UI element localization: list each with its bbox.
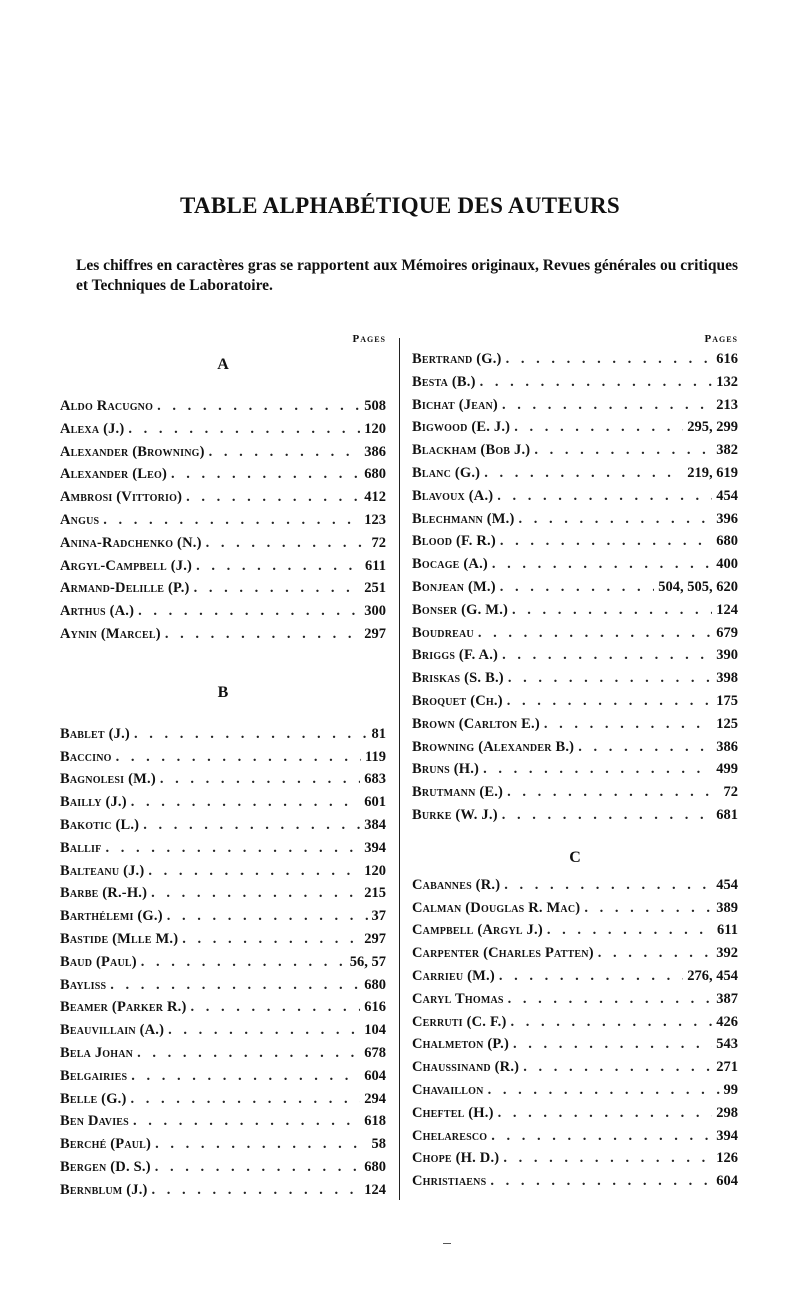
author-name: Chalmeton (P.): [412, 1036, 509, 1053]
author-name: Ballif: [60, 839, 102, 856]
dot-leader: [168, 1019, 360, 1042]
page-numbers: 454: [716, 487, 738, 504]
author-name: Angus: [60, 511, 100, 528]
author-name: Burke (W. J.): [412, 806, 498, 823]
dot-leader: [131, 1088, 361, 1111]
page-numbers: 124: [716, 601, 738, 618]
index-entry: [412, 1033, 738, 1056]
author-name: Campbell (Argyl J.): [412, 922, 543, 939]
footer-mark: [443, 1243, 451, 1244]
author-name: Boudreau: [412, 624, 474, 641]
author-name: Ben Davies: [60, 1113, 129, 1130]
index-entry: [412, 485, 738, 508]
page-numbers: 398: [716, 670, 738, 687]
index-list-b: [60, 723, 386, 1202]
page-numbers: 679: [716, 624, 738, 641]
index-entry: [412, 804, 738, 827]
dot-leader: [206, 532, 368, 555]
index-column-right: [412, 331, 738, 1193]
dot-leader: [492, 553, 712, 576]
author-name: Bichat (Jean): [412, 396, 498, 413]
index-entry: [60, 486, 386, 509]
page-numbers: 543: [716, 1036, 738, 1053]
page-numbers: 276, 454: [687, 967, 738, 984]
page-numbers: 297: [364, 625, 386, 642]
author-name: Berché (Paul): [60, 1136, 152, 1153]
page-numbers: 680: [716, 533, 738, 550]
dot-leader: [110, 974, 360, 997]
author-name: Bonser (G. M.): [412, 601, 509, 618]
dot-leader: [490, 1170, 712, 1193]
index-entry: [60, 905, 386, 928]
dot-leader: [165, 623, 360, 646]
index-entry: [60, 768, 386, 791]
page-numbers: 616: [364, 999, 386, 1016]
author-name: Bela Johan: [60, 1044, 134, 1061]
author-name: Arthus (A.): [60, 603, 135, 620]
author-name: Carpenter (Charles Patten): [412, 945, 594, 962]
dot-leader: [500, 576, 654, 599]
index-entry: [60, 395, 386, 418]
page-numbers: 678: [364, 1044, 386, 1061]
dot-leader: [182, 928, 360, 951]
index-entry: [60, 791, 386, 814]
author-name: Bonjean (M.): [412, 578, 496, 595]
author-name: Beauvillain (A.): [60, 1022, 165, 1039]
author-name: Bertrand (G.): [412, 351, 502, 367]
dot-leader: [502, 394, 712, 417]
page-numbers: 72: [723, 784, 738, 801]
dot-leader: [498, 1102, 713, 1125]
index-entry: [412, 736, 738, 759]
author-name: Browning (Alexander B.): [412, 738, 575, 755]
page-numbers: 616: [716, 351, 738, 367]
page-numbers: 382: [716, 442, 738, 459]
author-name: Ambrosi (Vittorio): [60, 489, 183, 506]
dot-leader: [190, 996, 360, 1019]
index-entry: [60, 837, 386, 860]
index-entry: [412, 1147, 738, 1170]
index-entry: [412, 781, 738, 804]
page-numbers: 132: [716, 373, 738, 390]
index-column-left: [60, 331, 386, 1202]
dot-leader: [155, 1156, 361, 1179]
page-numbers: 215: [364, 885, 386, 902]
dot-leader: [514, 416, 683, 439]
index-entry: [60, 1179, 386, 1202]
dot-leader: [534, 439, 712, 462]
page-numbers: 300: [364, 603, 386, 620]
author-name: Bablet (J.): [60, 725, 130, 742]
index-entry: [412, 462, 738, 485]
page-numbers: 454: [716, 876, 738, 893]
author-name: Cerruti (C. F.): [412, 1013, 507, 1030]
dot-leader: [148, 860, 360, 883]
author-name: Barthélemi (G.): [60, 908, 163, 925]
page-numbers: 124: [364, 1181, 386, 1198]
index-entry: [60, 463, 386, 486]
page-numbers: 298: [716, 1104, 738, 1121]
page-numbers: 387: [716, 990, 738, 1007]
dot-leader: [194, 577, 361, 600]
index-entry: [412, 508, 738, 531]
dot-leader: [491, 1125, 712, 1148]
author-name: Beamer (Parker R.): [60, 999, 187, 1016]
index-entry: [60, 623, 386, 646]
dot-leader: [141, 951, 346, 974]
index-entry: [412, 576, 738, 599]
index-list-c: [412, 874, 738, 1193]
dot-leader: [133, 1110, 360, 1133]
page-numbers: 81: [371, 725, 386, 742]
page-numbers: 680: [364, 1158, 386, 1175]
index-entry: [412, 690, 738, 713]
dot-leader: [512, 599, 712, 622]
intro-note: Les chiffres en caractères gras se rapportent aux Mémoires originaux, Revues générales ou critiques et Techniques de Laboratoire.: [76, 257, 738, 294]
index-entry: [60, 600, 386, 623]
index-entry: [60, 860, 386, 883]
index-entry: [60, 928, 386, 951]
page-numbers: 386: [716, 738, 738, 755]
index-entry: [412, 713, 738, 736]
page-numbers: 386: [364, 443, 386, 460]
dot-leader: [511, 1011, 713, 1034]
author-name: Bernblum (J.): [60, 1181, 148, 1198]
author-name: Christiaens: [412, 1173, 487, 1190]
author-name: Caryl Thomas: [412, 990, 504, 1007]
index-entry: [412, 416, 738, 439]
dot-leader: [598, 942, 713, 965]
index-entry: [412, 439, 738, 462]
page-numbers: 400: [716, 556, 738, 573]
author-name: Blanc (G.): [412, 464, 481, 481]
index-entry: [60, 418, 386, 441]
page-numbers: 294: [364, 1090, 386, 1107]
index-entry: [60, 1133, 386, 1156]
author-name: Bigwood (E. J.): [412, 419, 511, 436]
dot-leader: [160, 768, 360, 791]
page-numbers: 125: [716, 715, 738, 732]
dot-leader: [167, 905, 368, 928]
page-numbers: 394: [364, 839, 386, 856]
page-numbers: 295, 299: [687, 419, 738, 436]
index-entry: [412, 599, 738, 622]
index-entry: [412, 942, 738, 965]
page-numbers: 426: [716, 1013, 738, 1030]
author-name: Baud (Paul): [60, 953, 137, 970]
dot-leader: [138, 600, 360, 623]
index-entry: [412, 988, 738, 1011]
page-numbers: 394: [716, 1127, 738, 1144]
author-name: Argyl-Campbell (J.): [60, 557, 193, 574]
author-name: Chavaillon: [412, 1081, 484, 1098]
page-numbers: 384: [364, 816, 386, 833]
section-letter-a: A: [217, 356, 229, 373]
author-name: Bailly (J.): [60, 794, 127, 811]
author-name: Besta (B.): [412, 373, 476, 390]
author-name: Chelaresco: [412, 1127, 488, 1144]
author-name: Bergen (D. S.): [60, 1158, 151, 1175]
page-numbers: 219, 619: [687, 464, 738, 481]
page-numbers: 123: [364, 511, 386, 528]
page-numbers: 120: [364, 420, 386, 437]
page-numbers: 499: [716, 761, 738, 778]
page-numbers: 126: [716, 1150, 738, 1167]
dot-leader: [131, 1065, 360, 1088]
dot-leader: [151, 882, 360, 905]
dot-leader: [484, 462, 683, 485]
index-entry: [60, 577, 386, 600]
pages-column-header: Pages: [352, 333, 386, 345]
index-entry: [60, 1042, 386, 1065]
dot-leader: [544, 713, 712, 736]
author-name: Belgairies: [60, 1067, 128, 1084]
author-name: Balteanu (J.): [60, 862, 145, 879]
author-name: Cabannes (R.): [412, 876, 501, 893]
index-entry: [60, 951, 386, 974]
author-name: Broquet (Ch.): [412, 692, 503, 709]
dot-leader: [103, 509, 360, 532]
page-numbers: 604: [716, 1173, 738, 1190]
index-entry: [412, 1056, 738, 1079]
author-name: Barbe (R.-H.): [60, 885, 148, 902]
index-entry: [60, 1065, 386, 1088]
author-name: Calman (Douglas R. Mac): [412, 899, 581, 916]
dot-leader: [478, 622, 712, 645]
page-numbers: 119: [365, 748, 386, 765]
page-numbers: 175: [716, 692, 738, 709]
dot-leader: [499, 965, 683, 988]
author-name: Chaussinand (R.): [412, 1059, 520, 1076]
index-entry: [412, 553, 738, 576]
index-entry: [412, 1102, 738, 1125]
author-name: Baccino: [60, 748, 112, 765]
author-name: Briskas (S. B.): [412, 670, 504, 687]
author-name: Blood (F. R.): [412, 533, 496, 550]
page-numbers: 251: [364, 580, 386, 597]
page-numbers: 412: [364, 489, 386, 506]
dot-leader: [519, 508, 713, 531]
index-entry: [60, 814, 386, 837]
dot-leader: [502, 644, 712, 667]
index-entry: [412, 874, 738, 897]
dot-leader: [508, 667, 712, 690]
column-divider: [399, 338, 400, 1200]
page-numbers: 604: [364, 1067, 386, 1084]
dot-leader: [507, 690, 712, 713]
index-entry: [60, 1110, 386, 1133]
page-numbers: 601: [364, 794, 386, 811]
page-numbers: 271: [716, 1059, 738, 1076]
dot-leader: [488, 1079, 720, 1102]
index-entry: [412, 348, 738, 371]
author-name: Chope (H. D.): [412, 1150, 500, 1167]
section-letter-b: B: [217, 683, 229, 701]
author-name: Bakotic (L.): [60, 816, 140, 833]
dot-leader: [500, 530, 712, 553]
dot-leader: [547, 919, 713, 942]
index-entry: [60, 882, 386, 905]
dot-leader: [171, 463, 360, 486]
index-entry: [412, 394, 738, 417]
author-name: Alexander (Browning): [60, 443, 205, 460]
author-name: Aynin (Marcel): [60, 625, 161, 642]
dot-leader: [152, 1179, 361, 1202]
author-name: Aldo Racugno: [60, 398, 154, 414]
dot-leader: [209, 441, 361, 464]
page-numbers: 680: [364, 466, 386, 483]
page-numbers: 504, 505, 620: [658, 578, 738, 595]
index-entry: [60, 1156, 386, 1179]
page-numbers: 508: [364, 398, 386, 414]
dot-leader: [483, 758, 712, 781]
author-name: Bayliss: [60, 976, 107, 993]
index-entry: [412, 919, 738, 942]
page-numbers: 58: [371, 1136, 386, 1153]
author-name: Blavoux (A.): [412, 487, 494, 504]
author-name: Carrieu (M.): [412, 967, 495, 984]
dot-leader: [157, 395, 360, 418]
author-name: Briggs (F. A.): [412, 647, 499, 664]
dot-leader: [584, 897, 712, 920]
index-entry: [412, 897, 738, 920]
index-list-b-continued: [412, 348, 738, 827]
author-name: Anina-Radchenko (N.): [60, 534, 202, 551]
author-name: Bastide (Mlle M.): [60, 930, 179, 947]
dot-leader: [131, 791, 360, 814]
author-name: Blackham (Bob J.): [412, 442, 531, 459]
index-entry: [412, 1079, 738, 1102]
page-numbers: 72: [371, 534, 386, 551]
dot-leader: [480, 371, 713, 394]
page-title: TABLE ALPHABÉTIQUE DES AUTEURS: [180, 193, 620, 218]
author-name: Brown (Carlton E.): [412, 715, 540, 732]
page-numbers: 120: [364, 862, 386, 879]
dot-leader: [143, 814, 360, 837]
index-entry: [412, 1011, 738, 1034]
author-name: Alexa (J.): [60, 420, 125, 437]
index-entry: [412, 622, 738, 645]
author-name: Blechmann (M.): [412, 510, 515, 527]
index-entry: [60, 1088, 386, 1111]
index-entry: [60, 996, 386, 1019]
dot-leader: [508, 988, 713, 1011]
page-numbers: 611: [365, 557, 386, 574]
dot-leader: [128, 418, 360, 441]
index-entry: [60, 974, 386, 997]
page-numbers: 390: [716, 647, 738, 664]
page-numbers: 104: [364, 1022, 386, 1039]
page-numbers: 389: [716, 899, 738, 916]
index-entry: [412, 644, 738, 667]
page-numbers: 396: [716, 510, 738, 527]
page-numbers: 213: [716, 396, 738, 413]
author-name: Bruns (H.): [412, 761, 480, 778]
index-entry: [60, 509, 386, 532]
index-entry: [412, 758, 738, 781]
index-entry: [60, 1019, 386, 1042]
dot-leader: [137, 1042, 360, 1065]
author-name: Armand-Delille (P.): [60, 580, 190, 597]
index-entry: [60, 746, 386, 769]
index-entry: [60, 532, 386, 555]
dot-leader: [196, 555, 361, 578]
index-entry: [412, 1125, 738, 1148]
dot-leader: [578, 736, 712, 759]
dot-leader: [134, 723, 368, 746]
author-name: Brutmann (E.): [412, 784, 504, 801]
page-numbers: 56, 57: [349, 953, 386, 970]
index-entry: [412, 371, 738, 394]
author-name: Alexander (Leo): [60, 466, 167, 483]
dot-leader: [503, 1147, 712, 1170]
page-numbers: 392: [716, 945, 738, 962]
author-name: Bocage (A.): [412, 556, 488, 573]
index-entry: [412, 667, 738, 690]
dot-leader: [513, 1033, 712, 1056]
dot-leader: [523, 1056, 712, 1079]
author-name: Bagnolesi (M.): [60, 771, 156, 788]
index-list-a: [60, 395, 386, 646]
page-numbers: 297: [364, 930, 386, 947]
index-entry: [412, 1170, 738, 1193]
page-numbers: 683: [364, 771, 386, 788]
page-numbers: 611: [717, 922, 738, 939]
dot-leader: [504, 874, 712, 897]
index-entry: [60, 555, 386, 578]
section-letter-c: C: [569, 848, 581, 866]
author-name: Cheftel (H.): [412, 1104, 494, 1121]
page-numbers: 99: [723, 1081, 738, 1098]
dot-leader: [497, 485, 712, 508]
dot-leader: [116, 746, 361, 769]
dot-leader: [506, 348, 713, 371]
index-entry: [412, 965, 738, 988]
index-entry: [60, 441, 386, 464]
author-name: Belle (G.): [60, 1090, 127, 1107]
dot-leader: [105, 837, 360, 860]
pages-column-header: Pages: [704, 333, 738, 345]
index-entry: [412, 530, 738, 553]
page-numbers: 37: [371, 908, 386, 925]
dot-leader: [507, 781, 719, 804]
dot-leader: [502, 804, 713, 827]
page-numbers: 681: [716, 806, 738, 823]
page-numbers: 680: [364, 976, 386, 993]
dot-leader: [186, 486, 360, 509]
index-entry: [60, 723, 386, 746]
page-numbers: 618: [364, 1113, 386, 1130]
dot-leader: [155, 1133, 367, 1156]
